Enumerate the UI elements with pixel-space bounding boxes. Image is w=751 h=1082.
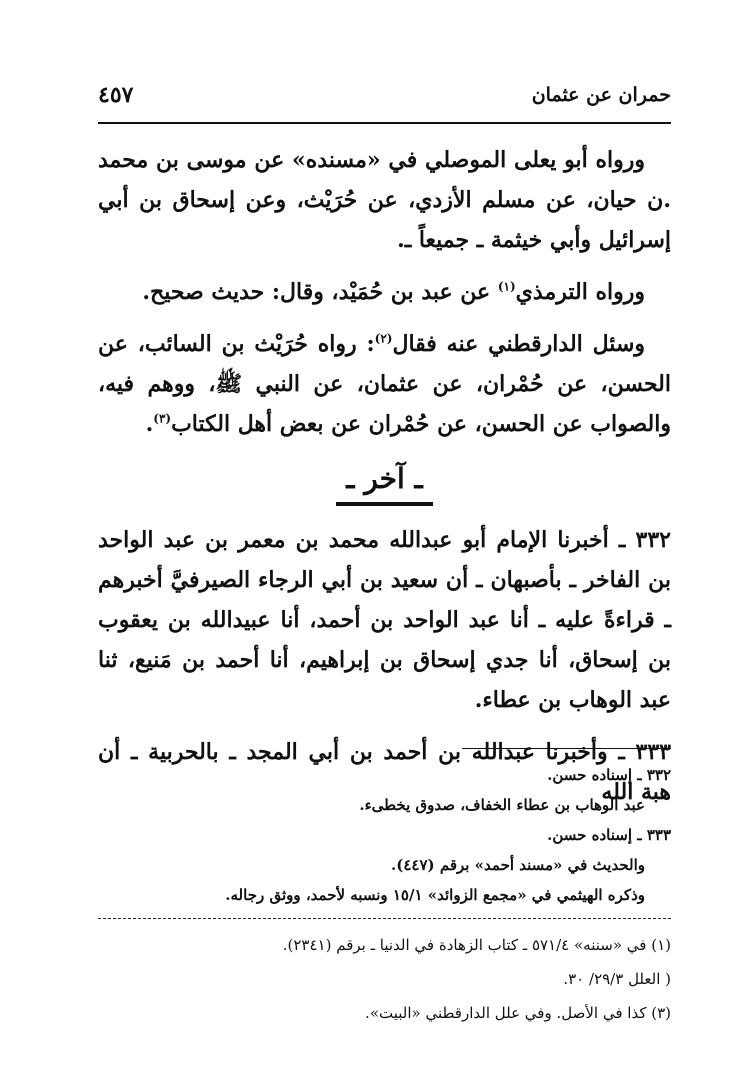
note-line: ٣٣٢ ـ إسناده حسن. [547, 766, 671, 784]
footnote-ref-2: (٢) [374, 331, 393, 346]
footnote-ref-1: (١) [497, 279, 516, 294]
paragraph-abu-yala: ورواه أبو يعلى الموصلي في «مسنده» عن موسى بن محمد .ن حيان، عن مسلم الأزدي، عن حُرَيْث، وعن إسحاق بن أبي إسرائيل وأبي خيثمة ـ جميعاً ـ. [98, 147, 671, 253]
paragraph-daraqutni [98, 324, 671, 444]
running-title: حمران عن عثمان [531, 84, 671, 106]
section-heading-text: ـ آخر ـ [336, 456, 432, 506]
section-heading [98, 456, 671, 506]
footnotes [98, 928, 671, 1030]
paragraph-hadith-333: ٣٣٣ ـ وأخبرنا عبدالله بن أحمد بن أبي المجد ـ بالحربية ـ أن هبة الله [98, 739, 671, 805]
footnote-2: ( العلل ٢٩/٣/ ٣٠. [563, 970, 671, 988]
page-number: ٤٥٧ [98, 82, 134, 108]
note-line: ٣٣٣ ـ إسناده حسن. [547, 826, 671, 844]
note-line: عبد الوهاب بن عطاء الخفاف، صدوق يخطىء. [359, 796, 645, 814]
text-segment: ورواه الترمذي [515, 279, 645, 305]
footnote-3: (٣) كذا في الأصل. وفي علل الدارقطني «البيت». [365, 1004, 671, 1022]
paragraph-hadith-332: ٣٣٢ ـ أخبرنا الإمام أبو عبدالله محمد بن معمر بن عبد الواحد بن الفاخر ـ بأصبهان ـ أن سعيد بن أبي الرجاء الصيرفيَّ أخبرهم ـ قراءةً عليه ـ أنا عبد الواحد بن أحمد، أنا عبيدالله بن يعقوب بن إسحاق، أنا جدي إسحاق بن إبراهيم، أنا أحمد بن مَنيع، ثنا عبد الوهاب بن عطاء. [98, 527, 671, 713]
footnote-1: (١) في «سننه» ٥٧١/٤ ـ كتاب الزهادة في الدنيا ـ برقم (٢٣٤١). [282, 936, 671, 954]
notes-rule [462, 748, 671, 749]
header-rule [98, 122, 671, 124]
note-line: وذكره الهيثمي في «مجمع الزوائد» ١٥/١ ونسبه لأحمد، ووثق رجاله. [225, 886, 645, 904]
footnote-ref-3: (٣) [153, 411, 172, 426]
page-header [98, 80, 671, 116]
note-line: والحديث في «مسند أحمد» برقم (٤٤٧). [391, 856, 645, 874]
paragraph-tirmidhi [98, 272, 671, 312]
text-segment: وسئل الدارقطني عنه فقال [392, 331, 645, 357]
footnote-divider [98, 918, 671, 919]
hadith-notes [98, 760, 671, 910]
text-segment: عن عبد بن حُمَيْد، وقال: حديث صحيح. [142, 279, 498, 305]
text-segment: : رواه حُرَيْث بن السائب، عن الحسن، عن حُمْران، عن عثمان، عن النبي ﷺ، ووهم فيه، والصواب عن الحسن، عن حُمْران عن بعض أهل الكتاب [98, 331, 671, 437]
main-text [98, 140, 671, 824]
text-segment: . [145, 411, 154, 437]
